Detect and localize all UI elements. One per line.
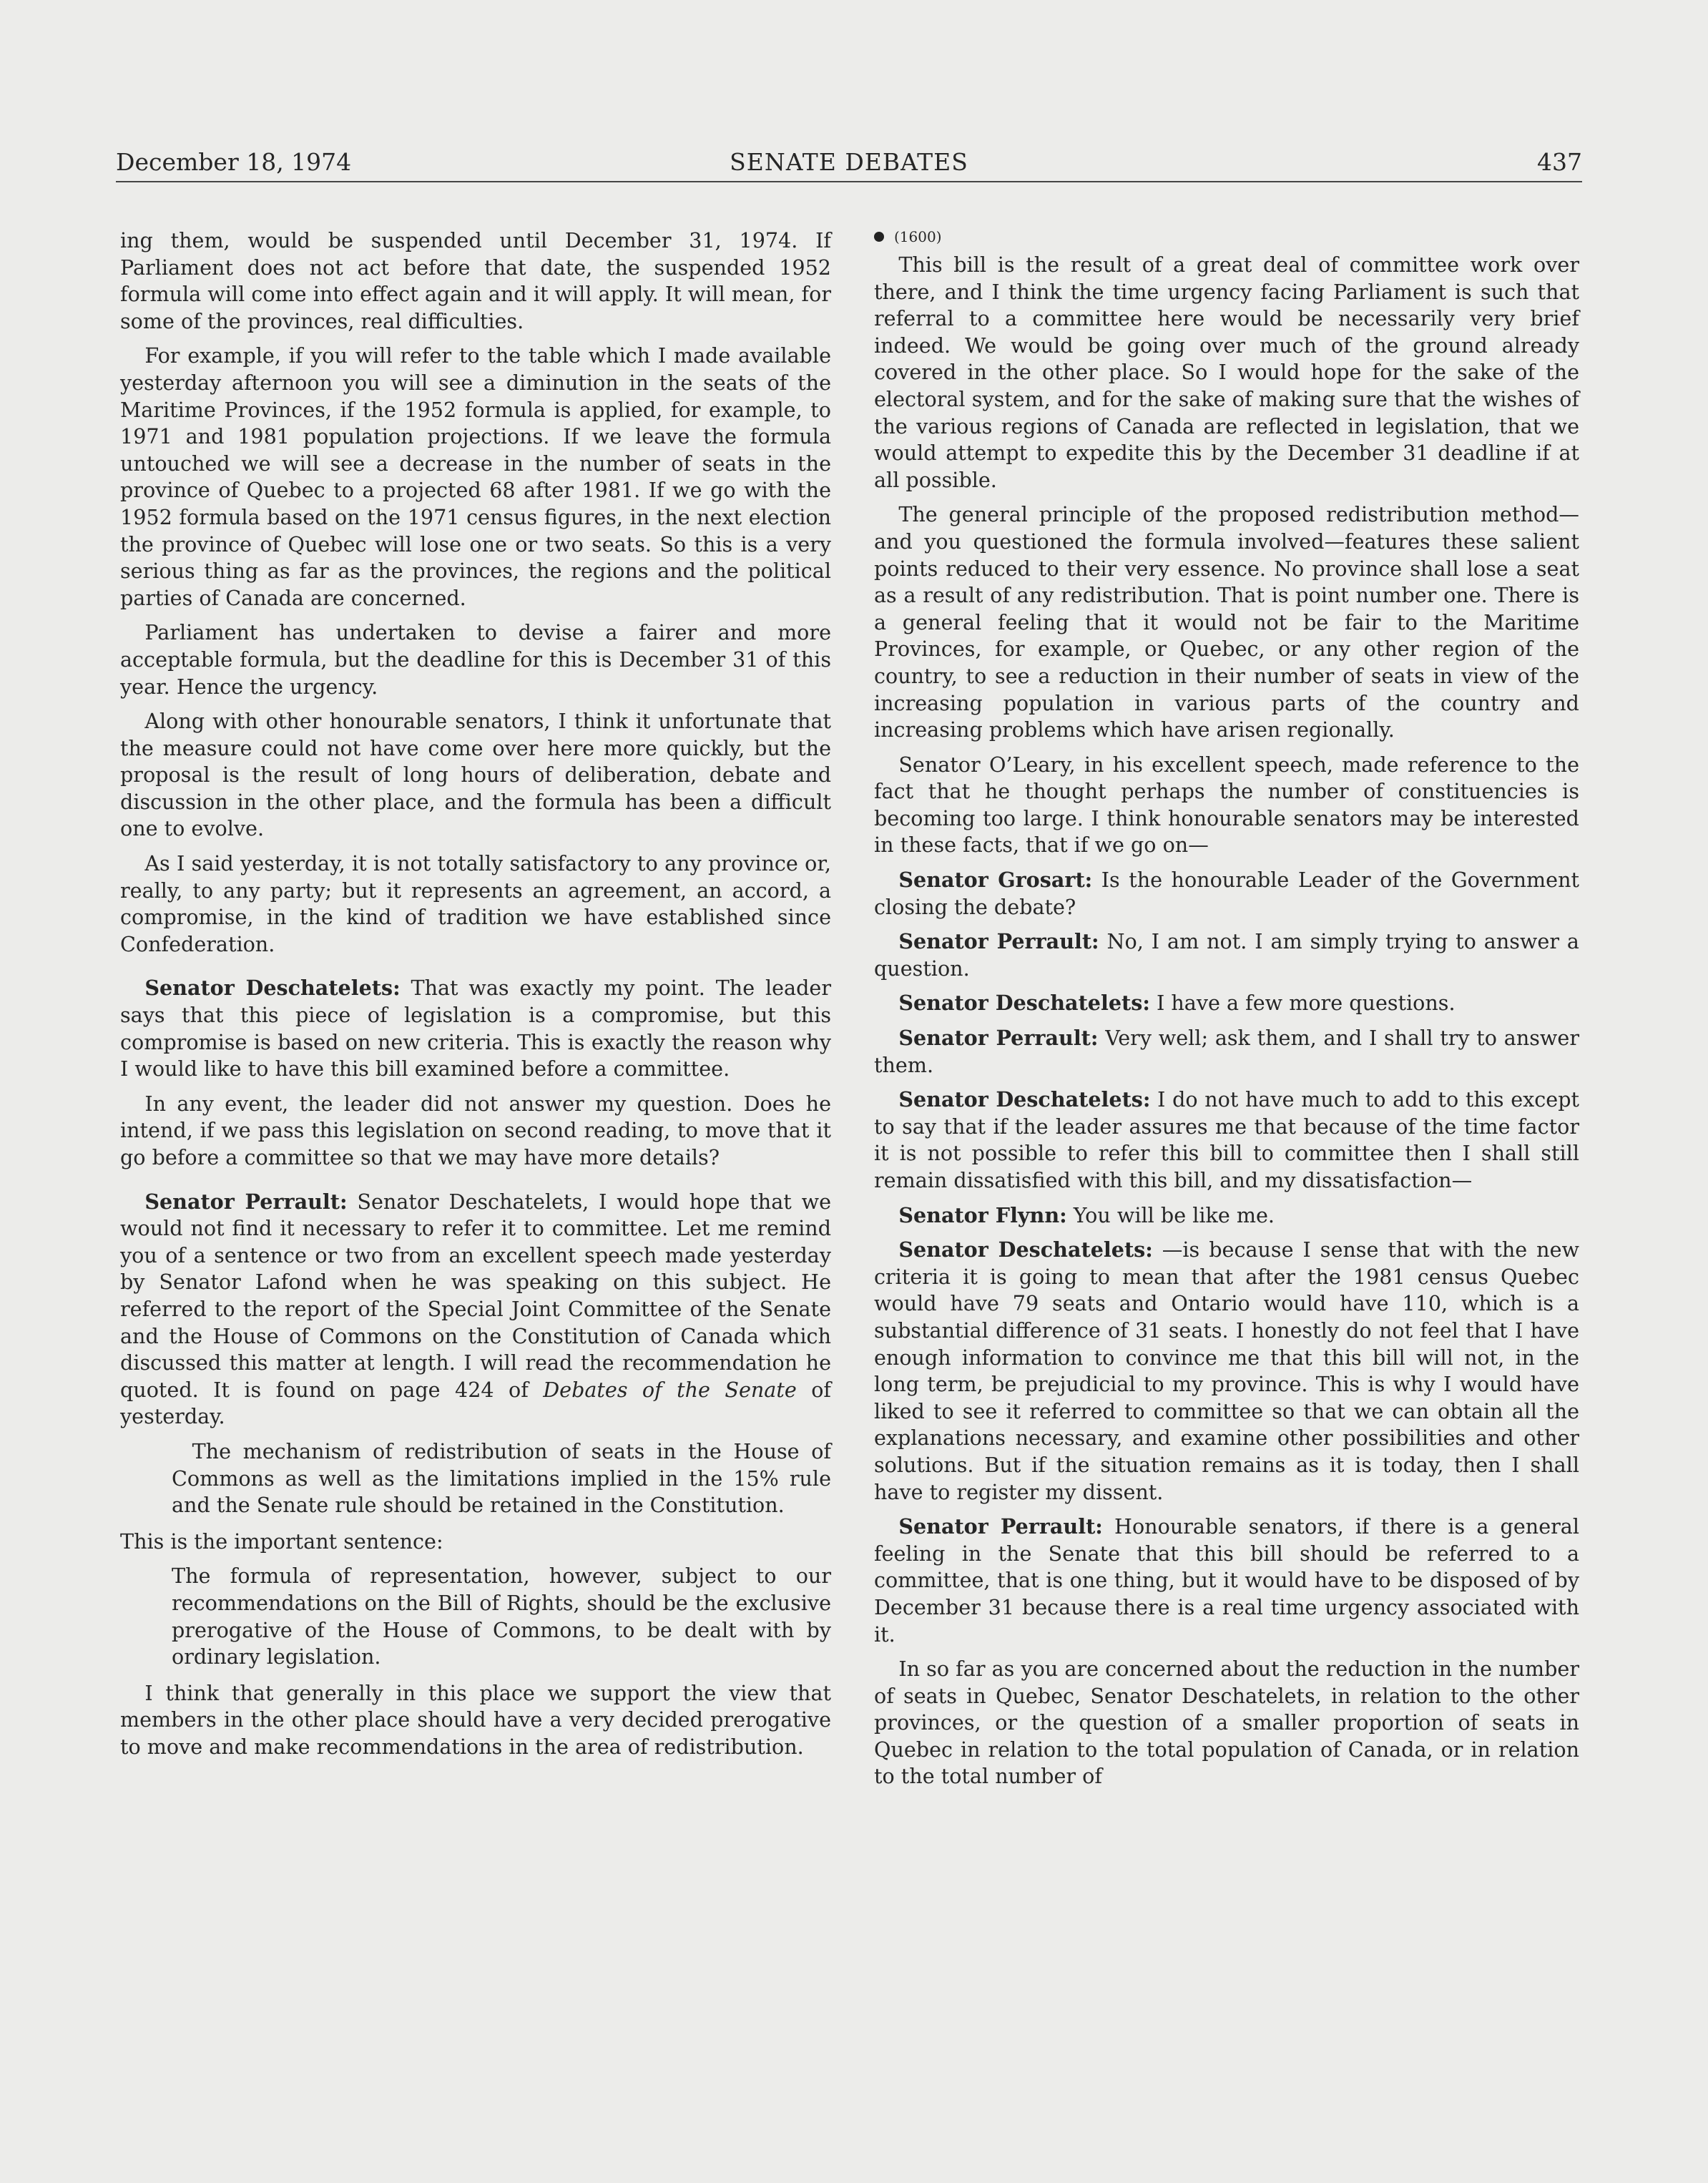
speech-text: I have a few more questions. [1149,991,1456,1016]
paragraph: Along with other honourable senators, I think it unfortunate that the measure could not have come over here more quickly, but the proposal is the result of long hours of deliberation, debate and discussion in the other place, and the formula has been a difficult one to evolve. [120,709,831,841]
speech-text: Very well; ask them, and I shall try to answer them. [874,1026,1579,1077]
speech-text: Honourable senators, if there is a general feeling in the Senate that this bill should be referred to a committee, that is one thing, but it would have to be disposed of by December 31 because there is a real time urgency associated with it. [874,1514,1579,1647]
speaker-name: Senator Deschatelets: [898,991,1150,1016]
speech-text: of yesterday. [120,1377,831,1429]
header-date: December 18, 1974 [116,148,352,176]
paragraph: Parliament has undertaken to devise a fairer and more acceptable formula, but the deadline for this is December 31 of this year. Hence the urgency. [120,620,831,699]
paragraph: For example, if you will refer to the table which I made available yesterday afternoon you will see a diminution in the seats of the Maritime Provinces, if the 1952 formula is applied, for example, to 1971 and 1981 population projections. If we leave the formula untouched we will see a decrease in the number of seats in the province of Quebec to a projected 68 after 1981. If we go with the 1952 formula based on the 1971 census figures, in the next election the province of Quebec will lose one or two seats. So this is a very serious thing as far as the provinces, the regions and the political parties of Canada are concerned. [120,343,831,610]
speaker-name: Senator Deschatelets: [898,1237,1153,1262]
block-quote: The formula of representation, however, subject to our recommendations on the Bill of Rights, should be the exclusive prerogative of the House of Commons, to be dealt with by ordinary legislation. [172,1564,831,1669]
speech-text: Is the honourable Leader of the Government closing the debate? [874,868,1579,919]
speech-paragraph [874,1086,1579,1194]
speech-paragraph [874,1202,1579,1230]
speech-text: You will be like me. [1066,1202,1275,1227]
speaker-name: Senator Deschatelets: [898,1087,1151,1112]
speaker-name: Senator Perrault: [144,1189,348,1214]
left-column [120,227,831,1768]
speech-paragraph [874,928,1579,982]
speech-text: I do not have much to add to this except to say that if the leader assures me that because of the time factor it is not possible to refer this bill to committee then I shall still remain dissatisfied with this bill, and my dissatisfaction— [874,1087,1579,1192]
time-marker-text: (1600) [894,228,942,245]
paragraph: This is the important sentence: [120,1529,443,1554]
paragraph: In any event, the leader did not answer my question. Does he intend, if we pass this legislation on second reading, to move that it go before a committee so that we may have more details? [120,1091,831,1169]
speech-paragraph [120,1189,831,1431]
paragraph: ing them, would be suspended until December 31, 1974. If Parliament does not act before that date, the suspended 1952 formula will come into effect again and it will apply. It will mean, for some of the provinces, real difficulties. [120,228,831,333]
paragraph: In so far as you are concerned about the reduction in the number of seats in Quebec, Senator Deschatelets, in relation to the other provinces, or the question of a smaller proportion of seats in Quebec in relation to the total population of Canada, or in relation to the total number of [874,1657,1579,1789]
speech-paragraph [120,975,831,1082]
speaker-name: Senator Grosart: [898,868,1093,893]
speaker-name: Senator Deschatelets: [144,976,401,1001]
citation-title: Debates of the Senate [543,1377,797,1402]
speech-text: Senator Deschatelets, I would hope that we would not find it necessary to refer it to committee. Let me remind you of a sentence or two from an excellent speech made yesterday by Senator Lafond when he was speaking on this subject. He referred to the report of the Special Joint Committee of the Senate and the House of Commons on the Constitution of Canada which discussed this matter at length. I will read the recommendation he quoted. It is found on page 424 of [120,1189,831,1402]
page-number: 437 [1537,148,1582,176]
speech-text: —is because I sense that with the new criteria it is going to mean that after the 1981 census Quebec would have 79 seats and Ontario would have 110, which is a substantial difference of 31 seats. I honestly do not feel that I have enough information to convince me that this bill will not, in the long term, be prejudicial to my province. This is why I would have liked to see it referred to committee so that we can obtain all the explanations necessary, and examine other possibilities and other solutions. But if the situation remains as it is today, then I shall have to register my dissent. [874,1237,1579,1504]
speaker-name: Senator Flynn: [898,1202,1067,1227]
speaker-name: Senator Perrault: [898,1514,1103,1539]
time-marker [874,227,1579,246]
speech-paragraph [874,867,1579,921]
speaker-name: Senator Perrault: [898,1026,1099,1051]
speech-paragraph [874,1025,1579,1079]
speech-text: No, I am not. I am simply trying to answer a question. [874,929,1579,981]
speech-paragraph [874,1237,1579,1506]
right-column [874,227,1579,1798]
paragraph: As I said yesterday, it is not totally satisfactory to any province or, really, to any party; but it represents an agreement, an accord, a compromise, in the kind of tradition we have established since Confederation. [120,851,831,956]
speech-paragraph [874,990,1579,1017]
block-quote: The mechanism of redistribution of seats in the House of Commons as well as the limitations implied in the 15% rule and the Senate rule should be retained in the Constitution. [172,1438,831,1518]
paragraph: The general principle of the proposed redistribution method—and you questioned the formula involved—features these salient points reduced to their very essence. No province shall lose a seat as a result of any redistribution. That is point number one. There is a general feeling that it would not be fair to the Maritime Provinces, for example, or Quebec, or any other region of the country, to see a reduction in their number of seats in view of the increasing population in various parts of the country and increasing problems which have arisen regionally. [874,502,1579,742]
header-title: SENATE DEBATES [730,148,968,176]
paragraph: Senator O’Leary, in his excellent speech, made reference to the fact that he thought perhaps the number of constituencies is becoming too large. I think honourable senators may be interested in these facts, that if we go on— [874,752,1579,858]
speaker-name: Senator Perrault: [898,929,1099,954]
speech-text: That was exactly my point. The leader says that this piece of legislation is a compromise, but this compromise is based on new criteria. This is exactly the reason why I would like to have this bill examined before a committee. [120,976,831,1081]
bullet-icon [874,232,884,242]
page-header [116,147,1582,182]
paragraph: I think that generally in this place we support the view that members in the other place should have a very decided prerogative to move and make recommendations in the area of redistribution. [120,1680,831,1759]
speech-paragraph [874,1514,1579,1648]
paragraph: This bill is the result of a great deal of committee work over there, and I think the time urgency facing Parliament is such that referral to a committee here would be necessarily very brief indeed. We would be going over much of the ground already covered in the other place. So I would hope for the sake of the electoral system, and for the sake of making sure that the wishes of the various regions of Canada are reflected in legislation, that we would attempt to expedite this by the December 31 deadline if at all possible. [874,252,1579,492]
